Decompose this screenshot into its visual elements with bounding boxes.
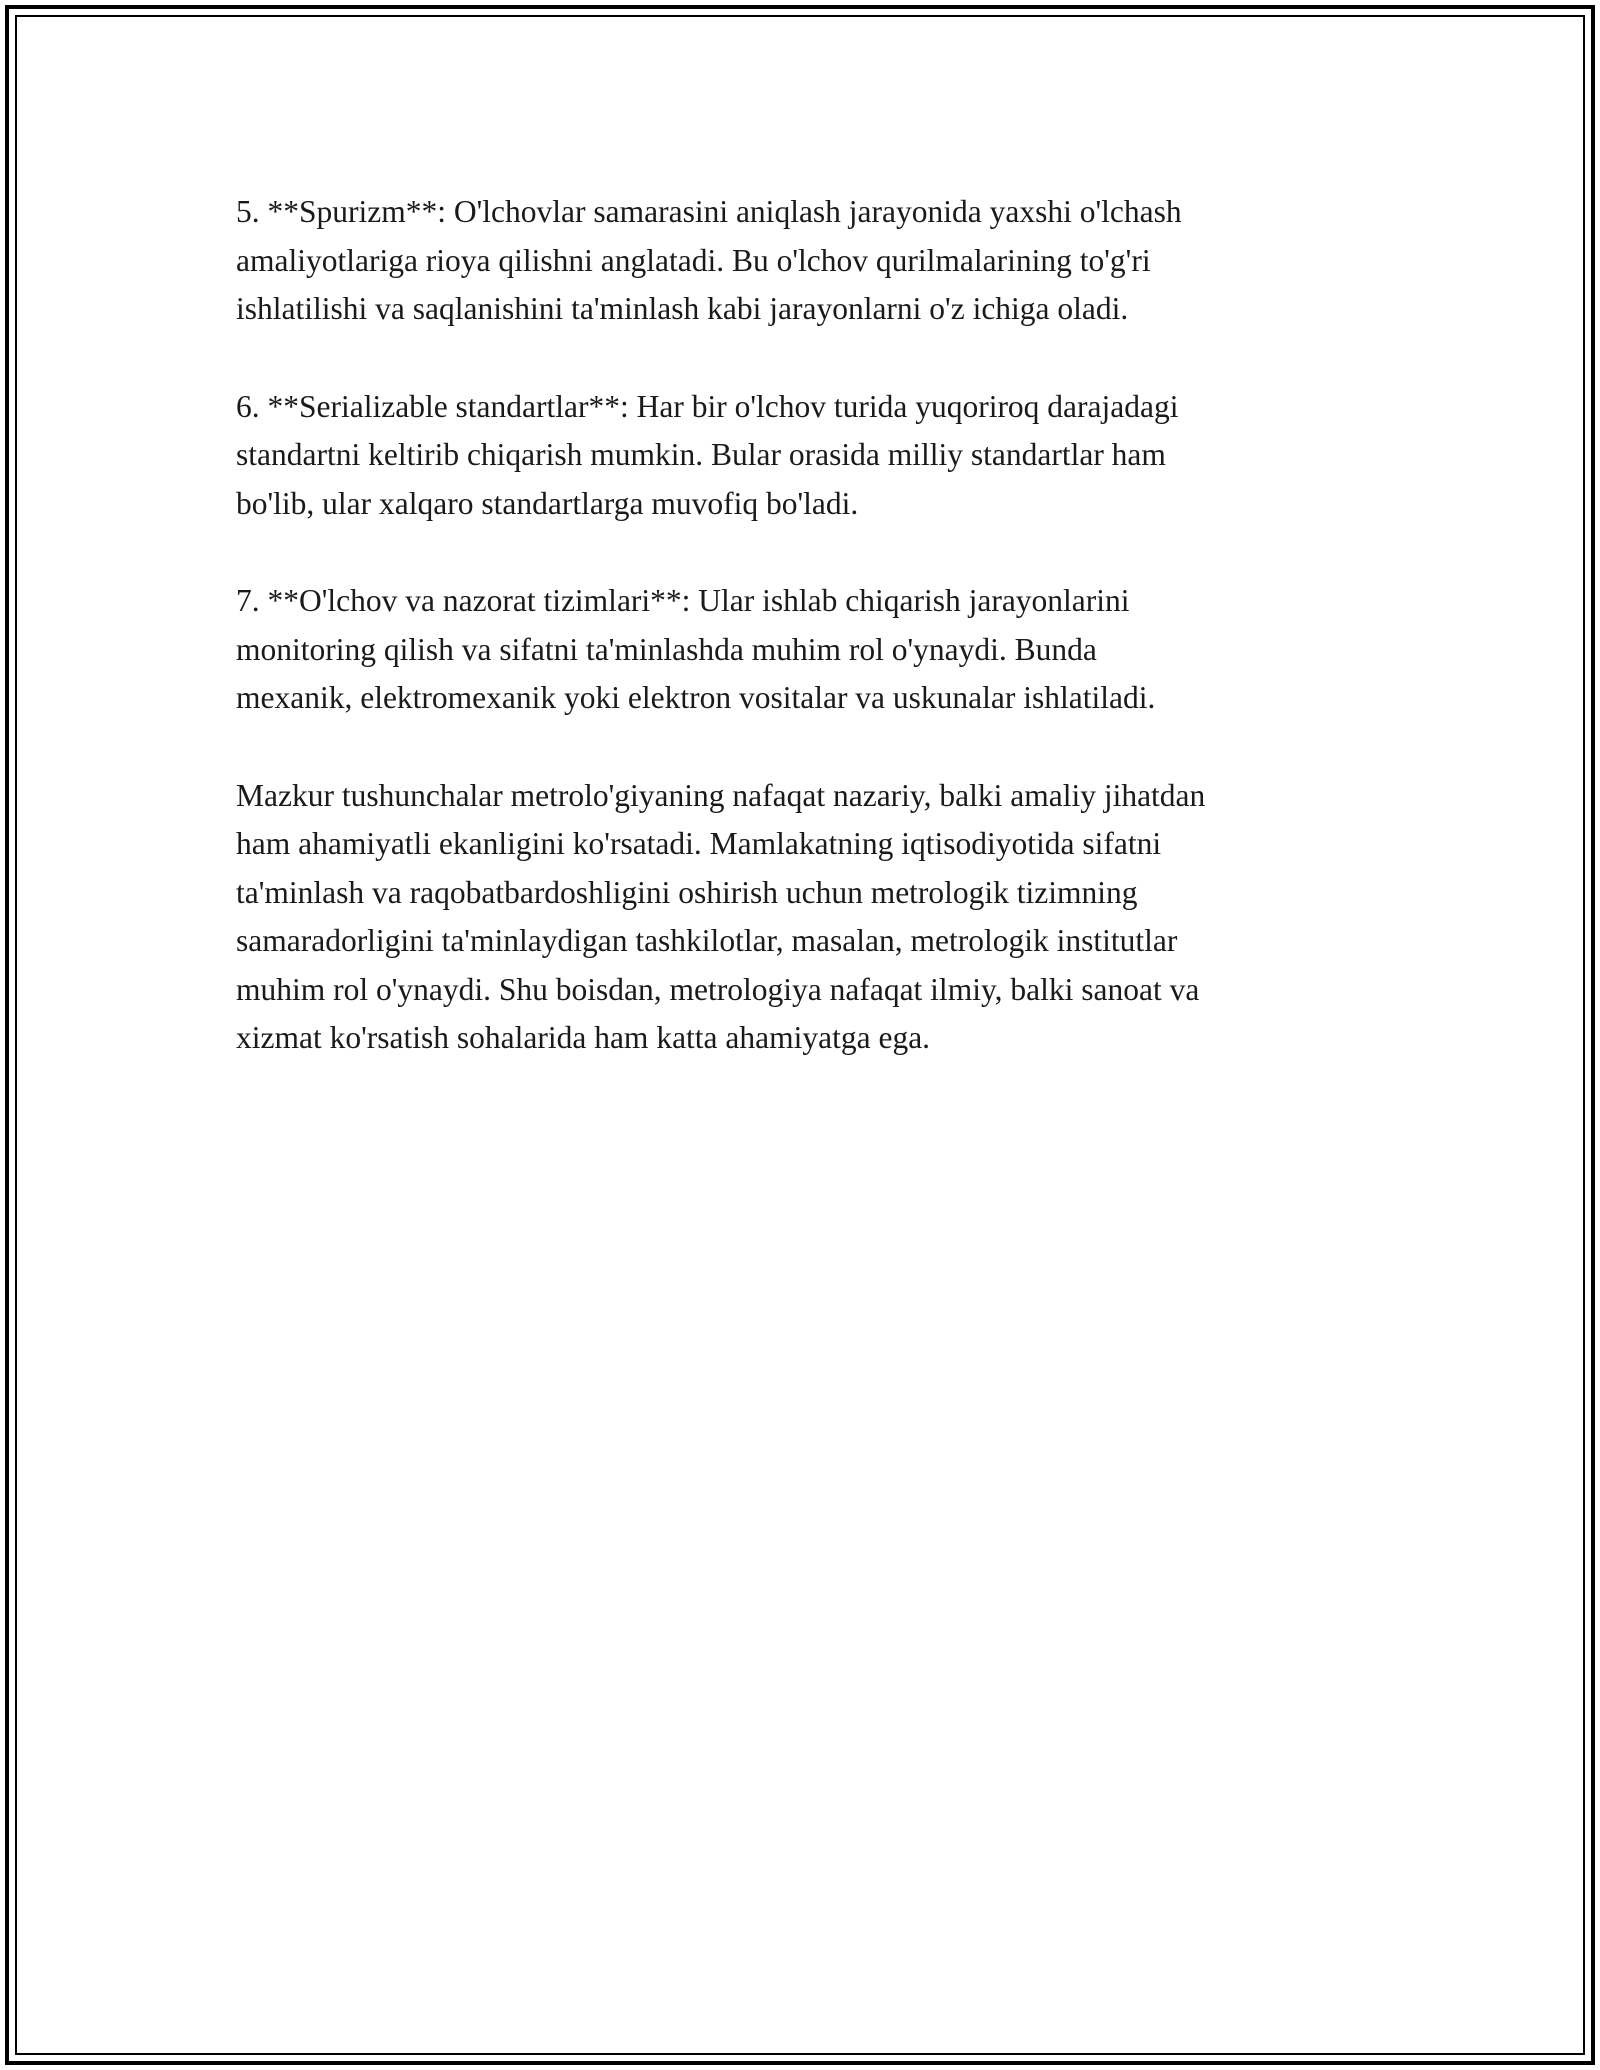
text-line: standartni keltirib chiqarish mumkin. Bular orasida milliy standartlar ham — [236, 437, 1166, 472]
text-line: ham ahamiyatli ekanligini ko'rsatadi. Mamlakatning iqtisodiyotida sifatni — [236, 826, 1162, 861]
text-line: Mazkur tushunchalar metrolo'giyaning nafaqat nazariy, balki amaliy jihatdan — [236, 777, 1206, 813]
text-line: bo'lib, ular xalqaro standartlarga muvofiq bo'ladi. — [236, 485, 859, 521]
text-line: amaliyotlariga rioya qilishni anglatadi. Bu o'lchov qurilmalarining to'g'ri — [236, 242, 1151, 278]
paragraph-spurizm — [236, 188, 1396, 334]
text-line: muhim rol o'ynaydi. Shu boisdan, metrologiya nafaqat ilmiy, balki sanoat va — [236, 971, 1200, 1007]
document-body — [236, 188, 1396, 1112]
paragraph-serializable-standartlar — [236, 383, 1396, 529]
text-line: monitoring qilish va sifatni ta'minlashda muhim rol o'ynaydi. Bunda — [236, 631, 1097, 667]
text-line: samaradorligini ta'minlaydigan tashkilotlar, masalan, metrologik institutlar — [236, 923, 1178, 958]
text-line: 6. **Serializable standartlar**: Har bir o'lchov turida yuqoriroq darajadagi — [236, 388, 1179, 424]
text-line: 5. **Spurizm**: O'lchovlar samarasini aniqlash jarayonida yaxshi o'lchash — [236, 194, 1182, 229]
text-line: ta'minlash va raqobatbardoshligini oshirish uchun metrologik tizimning — [236, 874, 1138, 910]
paragraph-olchov-nazorat-tizimlari — [236, 577, 1396, 723]
text-line: 7. **O'lchov va nazorat tizimlari**: Ular ishlab chiqarish jarayonlarini — [236, 583, 1130, 618]
text-line: ishlatilishi va saqlanishini ta'minlash kabi jarayonlarni o'z ichiga oladi. — [236, 291, 1129, 326]
text-line: xizmat ko'rsatish sohalarida ham katta ahamiyatga ega. — [236, 1020, 931, 1055]
paragraph-conclusion — [236, 772, 1396, 1063]
text-line: mexanik, elektromexanik yoki elektron vositalar va uskunalar ishlatiladi. — [236, 680, 1156, 715]
